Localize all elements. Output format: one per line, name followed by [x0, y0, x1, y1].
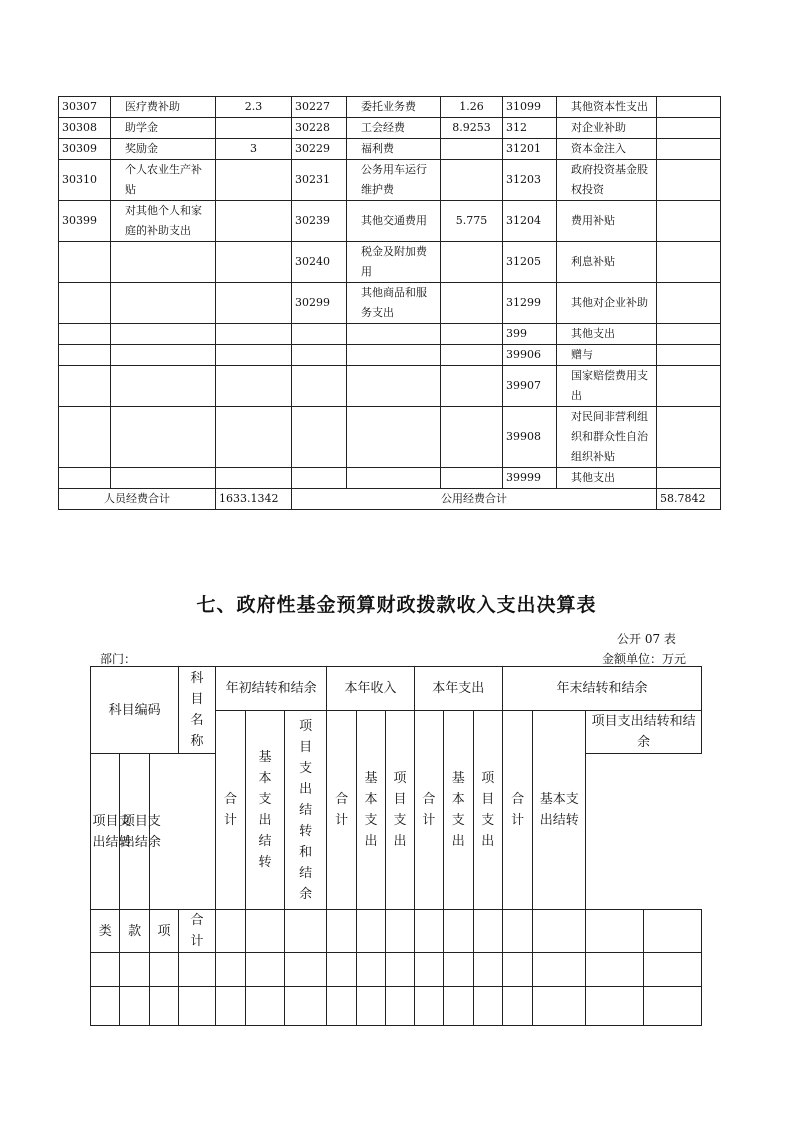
- code-1-cell: [59, 283, 111, 324]
- amount-2-cell: [441, 345, 503, 366]
- code-1-cell: 30310: [59, 160, 111, 201]
- header-name: 科目名称: [179, 667, 216, 754]
- name-3-cell: 其他支出: [557, 324, 657, 345]
- name-1-cell: 助学金: [111, 118, 216, 139]
- name-2-cell: 其他交通费用: [347, 201, 441, 242]
- code-2-cell: [292, 468, 347, 489]
- header-code: 科目编码: [91, 667, 179, 754]
- amount-3-cell: [657, 160, 721, 201]
- code-2-cell: [292, 407, 347, 468]
- name-2-cell: 其他商品和服务支出: [347, 283, 441, 324]
- amount-3-cell: [657, 242, 721, 283]
- table-row: [59, 407, 721, 468]
- header-expense-project: 项目支出: [473, 711, 502, 910]
- amount-1-cell: 2.3: [216, 97, 292, 118]
- code-2-cell: 30239: [292, 201, 347, 242]
- name-3-cell: 利息补贴: [557, 242, 657, 283]
- code-1-cell: [59, 407, 111, 468]
- name-3-cell: 国家赔偿费用支出: [557, 366, 657, 407]
- amount-3-cell: [657, 139, 721, 160]
- code-1-cell: [59, 468, 111, 489]
- amount-2-cell: 5.775: [441, 201, 503, 242]
- code-3-cell: 39999: [503, 468, 557, 489]
- name-1-cell: [111, 366, 216, 407]
- amount-3-cell: [657, 345, 721, 366]
- name-2-cell: [347, 366, 441, 407]
- fund-table-row: [91, 987, 702, 1026]
- name-2-cell: 工会经费: [347, 118, 441, 139]
- name-2-cell: [347, 468, 441, 489]
- header-end-total: 合计: [502, 711, 532, 910]
- header-expense-total: 合计: [414, 711, 443, 910]
- header-end-project-balance: 项目支出结余: [120, 754, 149, 910]
- code-1-cell: 30399: [59, 201, 111, 242]
- code-3-cell: 39908: [503, 407, 557, 468]
- code-2-cell: 30229: [292, 139, 347, 160]
- amount-3-cell: [657, 201, 721, 242]
- table-row: [59, 283, 721, 324]
- table-row: [59, 324, 721, 345]
- name-1-cell: [111, 407, 216, 468]
- name-3-cell: 其他对企业补助: [557, 283, 657, 324]
- code-2-cell: 30240: [292, 242, 347, 283]
- name-2-cell: 公务用车运行维护费: [347, 160, 441, 201]
- code-3-cell: 31099: [503, 97, 557, 118]
- code-1-cell: 30308: [59, 118, 111, 139]
- amount-3-cell: [657, 283, 721, 324]
- table-row: [59, 242, 721, 283]
- totals-row: [59, 489, 721, 510]
- name-3-cell: 对民间非营利组织和群众性自治组织补贴: [557, 407, 657, 468]
- name-3-cell: 赠与: [557, 345, 657, 366]
- amount-2-cell: [441, 468, 503, 489]
- code-3-cell: 39907: [503, 366, 557, 407]
- unit-label: 金额单位：万元: [602, 652, 687, 666]
- table-row: [59, 160, 721, 201]
- code-2-cell: [292, 345, 347, 366]
- name-1-cell: 个人农业生产补贴: [111, 160, 216, 201]
- name-1-cell: 对其他个人和家庭的补助支出: [111, 201, 216, 242]
- amount-1-cell: [216, 345, 292, 366]
- amount-3-cell: [657, 407, 721, 468]
- name-1-cell: 奖励金: [111, 139, 216, 160]
- name-2-cell: 委托业务费: [347, 97, 441, 118]
- code-1-cell: [59, 345, 111, 366]
- form-number: 公开 07 表: [617, 632, 676, 646]
- amount-2-cell: [441, 366, 503, 407]
- code-1-cell: [59, 324, 111, 345]
- table-row: [59, 118, 721, 139]
- name-1-cell: [111, 242, 216, 283]
- header-begin-basic: 基本支出结转: [246, 711, 285, 910]
- name-1-cell: 医疗费补助: [111, 97, 216, 118]
- code-2-cell: 30231: [292, 160, 347, 201]
- header-section: 款: [120, 910, 149, 953]
- amount-1-cell: [216, 283, 292, 324]
- amount-1-cell: [216, 366, 292, 407]
- code-1-cell: [59, 366, 111, 407]
- table-row: [59, 345, 721, 366]
- table-row: [59, 97, 721, 118]
- amount-3-cell: [657, 118, 721, 139]
- code-3-cell: 31204: [503, 201, 557, 242]
- table-row: [59, 366, 721, 407]
- name-1-cell: [111, 468, 216, 489]
- amount-1-cell: [216, 324, 292, 345]
- name-3-cell: 其他资本性支出: [557, 97, 657, 118]
- expense-detail-body: [59, 97, 721, 489]
- code-3-cell: 39906: [503, 345, 557, 366]
- header-class: 类: [91, 910, 120, 953]
- fund-table-row: [91, 953, 702, 987]
- table-row: [59, 468, 721, 489]
- amount-1-cell: [216, 242, 292, 283]
- name-3-cell: 资本金注入: [557, 139, 657, 160]
- header-expense: 本年支出: [414, 667, 502, 711]
- code-3-cell: 399: [503, 324, 557, 345]
- table-row: [59, 139, 721, 160]
- amount-1-cell: 3: [216, 139, 292, 160]
- personnel-total-label: 人员经费合计: [59, 489, 216, 510]
- amount-3-cell: [657, 468, 721, 489]
- name-2-cell: [347, 324, 441, 345]
- code-1-cell: [59, 242, 111, 283]
- name-1-cell: [111, 283, 216, 324]
- name-3-cell: 政府投资基金股权投资: [557, 160, 657, 201]
- code-3-cell: 31205: [503, 242, 557, 283]
- name-2-cell: [347, 345, 441, 366]
- table-row: [59, 201, 721, 242]
- header-income-project: 项目支出: [386, 711, 414, 910]
- name-1-cell: [111, 324, 216, 345]
- header-expense-basic: 基本支出: [444, 711, 473, 910]
- amount-1-cell: [216, 201, 292, 242]
- amount-2-cell: [441, 139, 503, 160]
- code-2-cell: 30228: [292, 118, 347, 139]
- amount-1-cell: [216, 407, 292, 468]
- code-2-cell: 30299: [292, 283, 347, 324]
- amount-2-cell: 1.26: [441, 97, 503, 118]
- public-total-value: 58.7842: [657, 489, 721, 510]
- amount-2-cell: [441, 283, 503, 324]
- name-2-cell: 税金及附加费用: [347, 242, 441, 283]
- header-sum: 合计: [179, 910, 216, 953]
- section-title: 七、政府性基金预算财政拨款收入支出决算表: [196, 594, 597, 616]
- amount-1-cell: [216, 118, 292, 139]
- department-label: 部门：: [100, 652, 137, 666]
- name-3-cell: 对企业补助: [557, 118, 657, 139]
- code-2-cell: [292, 366, 347, 407]
- amount-2-cell: [441, 407, 503, 468]
- code-3-cell: 312: [503, 118, 557, 139]
- code-3-cell: 31201: [503, 139, 557, 160]
- header-end-basic: 基本支出结转: [533, 711, 586, 910]
- amount-2-cell: [441, 324, 503, 345]
- header-end: 年末结转和结余: [502, 667, 701, 711]
- header-end-project: 项目支出结转和结余: [586, 711, 702, 754]
- code-3-cell: 31299: [503, 283, 557, 324]
- amount-3-cell: [657, 324, 721, 345]
- public-total-label: 公用经费合计: [292, 489, 657, 510]
- code-1-cell: 30307: [59, 97, 111, 118]
- name-3-cell: 费用补贴: [557, 201, 657, 242]
- header-income: 本年收入: [327, 667, 414, 711]
- name-2-cell: [347, 407, 441, 468]
- amount-2-cell: [441, 242, 503, 283]
- personnel-total-value: 1633.1342: [216, 489, 292, 510]
- amount-3-cell: [657, 366, 721, 407]
- name-2-cell: 福利费: [347, 139, 441, 160]
- header-begin: 年初结转和结余: [215, 667, 327, 711]
- header-income-basic: 基本支出: [356, 711, 385, 910]
- fund-budget-table: [90, 666, 702, 1026]
- code-2-cell: [292, 324, 347, 345]
- amount-2-cell: [441, 160, 503, 201]
- code-3-cell: 31203: [503, 160, 557, 201]
- header-item: 项: [149, 910, 178, 953]
- amount-2-cell: 8.9253: [441, 118, 503, 139]
- amount-1-cell: [216, 468, 292, 489]
- expense-detail-table: [58, 96, 721, 510]
- header-income-total: 合计: [327, 711, 356, 910]
- amount-1-cell: [216, 160, 292, 201]
- header-begin-total: 合计: [215, 711, 245, 910]
- code-1-cell: 30309: [59, 139, 111, 160]
- name-3-cell: 其他支出: [557, 468, 657, 489]
- header-end-project-carry: 项目支出结转: [91, 754, 120, 910]
- code-2-cell: 30227: [292, 97, 347, 118]
- name-1-cell: [111, 345, 216, 366]
- header-begin-project: 项目支出结转和结余: [284, 711, 327, 910]
- amount-3-cell: [657, 97, 721, 118]
